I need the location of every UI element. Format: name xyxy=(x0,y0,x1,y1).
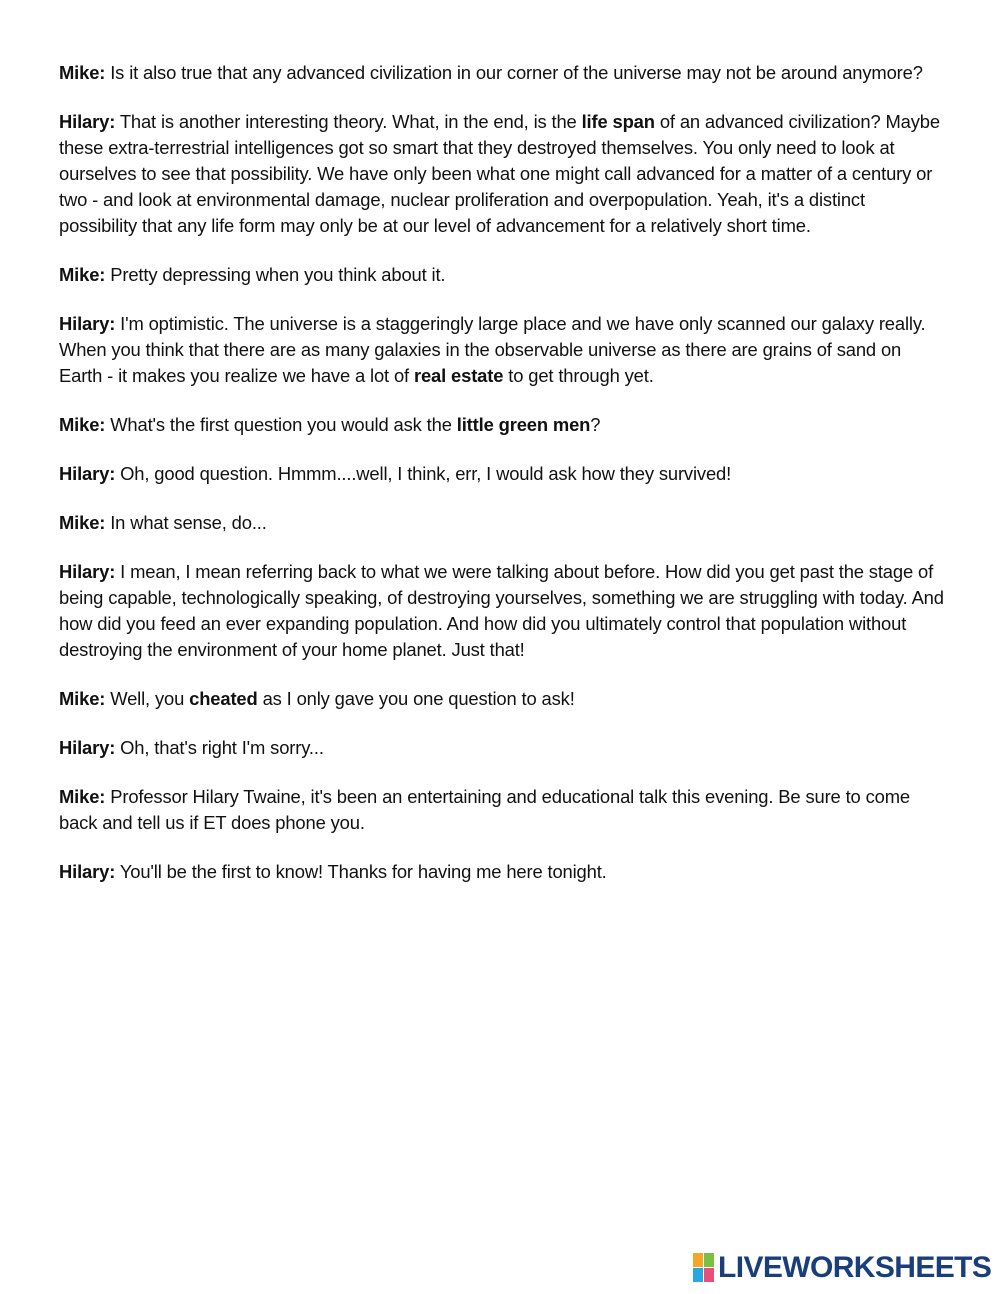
speaker-label: Hilary: xyxy=(59,313,116,334)
liveworksheets-watermark[interactable] xyxy=(693,1251,991,1285)
speaker-label: Mike: xyxy=(59,786,106,807)
speaker-label: Mike: xyxy=(59,688,106,709)
speaker-label: Hilary: xyxy=(59,737,116,758)
dialogue-line: Hilary: That is another interesting theory. What, in the end, is the life span of an advanced civilization? Maybe these extra-terrestrial intelligences got so smart that they destroyed themselves. You only need to look at ourselves to see that possibility. We have only been what one might call advanced for a matter of a century or two - and look at environmental damage, nuclear proliferation and overpopulation. Yeah, it's a distinct possibility that any life form may only be at our level of advancement for a relatively short time. xyxy=(59,111,940,236)
speaker-label: Mike: xyxy=(59,264,106,285)
liveworksheets-logo-icon xyxy=(693,1253,715,1283)
dialogue-line: Hilary: I mean, I mean referring back to what we were talking about before. How did you get past the stage of being capable, technologically speaking, of destroying yourselves, something we are struggling with today. And how did you feed an ever expanding population. And how did you ultimately control that population without destroying the environment of your home planet. Just that! xyxy=(59,561,944,660)
dialogue-line: Hilary: I'm optimistic. The universe is a staggeringly large place and we have only scanned our galaxy really. When you think that there are as many galaxies in the observable universe as there are grains of sand on Earth - it makes you realize we have a lot of real estate to get through yet. xyxy=(59,313,926,386)
dialogue-line: Hilary: Oh, good question. Hmmm....well, I think, err, I would ask how they survived! xyxy=(59,463,732,484)
dialogue-line: Mike: Pretty depressing when you think about it. xyxy=(59,264,446,285)
dialogue-line: Hilary: Oh, that's right I'm sorry... xyxy=(59,737,324,758)
vocab-term: life span xyxy=(581,111,655,132)
speaker-label: Mike: xyxy=(59,512,106,533)
vocab-term: real estate xyxy=(413,365,504,386)
liveworksheets-wordmark: LIVEWORKSHEETS xyxy=(718,1251,992,1284)
vocab-term: little green men xyxy=(456,414,591,435)
dialogue-transcript xyxy=(59,60,944,908)
vocab-term: cheated xyxy=(189,688,258,709)
dialogue-line: Mike: Well, you cheated as I only gave you one question to ask! xyxy=(59,688,575,709)
dialogue-line: Mike: What's the first question you would ask the little green men? xyxy=(59,414,601,435)
dialogue-line: Hilary: You'll be the first to know! Thanks for having me here tonight. xyxy=(59,861,607,882)
speaker-label: Hilary: xyxy=(59,463,116,484)
speaker-label: Hilary: xyxy=(59,861,116,882)
speaker-label: Mike: xyxy=(59,62,106,83)
speaker-label: Hilary: xyxy=(59,561,116,582)
speaker-label: Hilary: xyxy=(59,111,116,132)
dialogue-line: Mike: Professor Hilary Twaine, it's been an entertaining and educational talk this evening. Be sure to come back and tell us if ET does phone you. xyxy=(59,786,910,833)
speaker-label: Mike: xyxy=(59,414,106,435)
dialogue-line: Mike: Is it also true that any advanced civilization in our corner of the universe may not be around anymore? xyxy=(59,62,923,83)
dialogue-line: Mike: In what sense, do... xyxy=(59,512,267,533)
